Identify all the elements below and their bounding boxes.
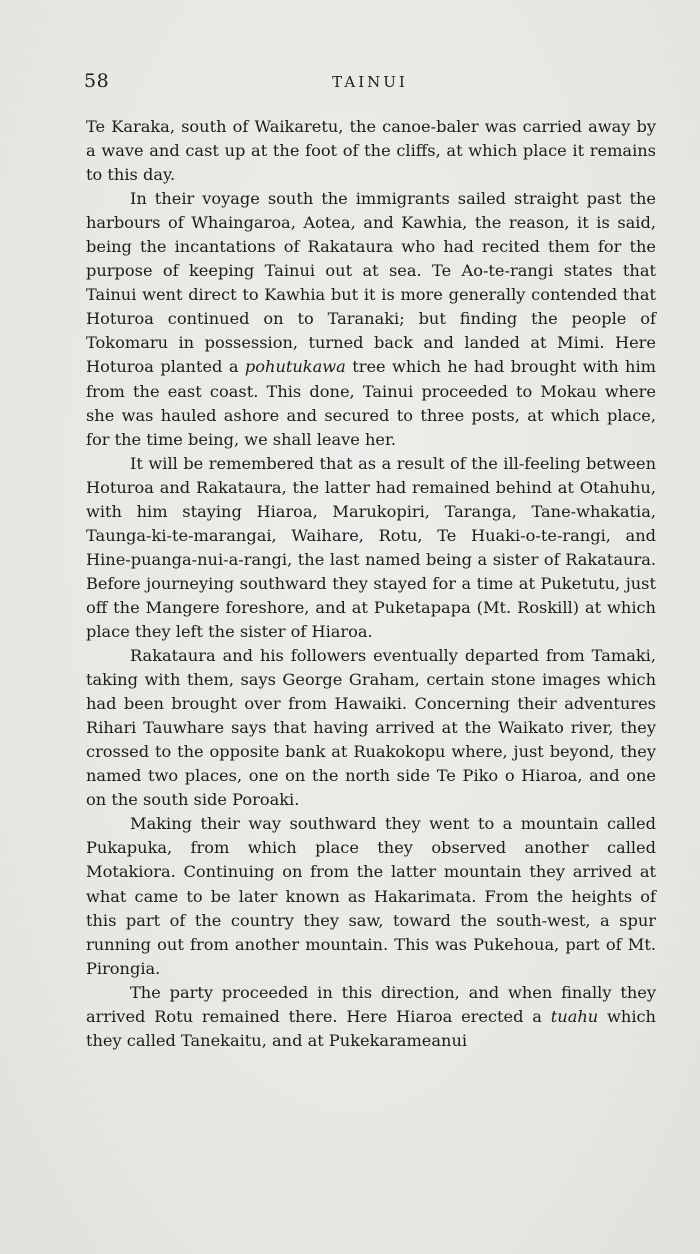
paragraph-5: Making their way southward they went to a mountain called Pukapuka, from which place they observed another called Motakiora. Continuing on from the latter mountain they arrived at what came to be later known as Hakarimata. From the heights of this part of the country they saw, toward the south-west, a spur running out from another mountain. This was Pukehoua, part of Mt. Pirongia. <box>86 814 656 978</box>
paragraph-2 <box>86 187 656 452</box>
paragraph-2-italic-term: pohutukawa <box>244 357 346 377</box>
paragraph-2-text-before: In their voyage south the immigrants sailed straight past the harbours of Whaingaroa, Aotea, and Kawhia, the reason, it is said, being the incantations of Rakataura who had recited them for the purpose of keeping Tainui out at sea. Te Ao-te-rangi states that Tainui went direct to Kawhia but it is more generally contended that Hoturoa continued on to Taranaki; but finding the people of Tokomaru in possession, turned back and landed at Mimi. Here Hoturoa planted a <box>86 189 656 377</box>
paragraph-6-text-after: which they called Tanekaitu, and at Pukekarameanui <box>86 1006 656 1050</box>
paragraph-1: Te Karaka, south of Waikaretu, the canoe-baler was carried away by a wave and cast up at the foot of the cliffs, at which place it remains to this day. <box>86 117 656 185</box>
paragraph-6-italic-term: tuahu <box>550 1006 599 1026</box>
page-number: 58 <box>84 70 110 92</box>
paragraph-6-text-before: The party proceeded in this direction, and when finally they arrived Rotu remained there. Here Hiaroa erected a <box>86 982 656 1026</box>
paragraph-3: It will be remembered that as a result of the ill-feeling between Hoturoa and Rakataura, the latter had remained behind at Otahuhu, with him staying Hiaroa, Marukopiri, Taranga, Tane-whakatia, Taunga-ki-te-marangai, Waihare, Rotu, Te Huaki-o-te-rangi, and Hine-puanga-nui-a-rangi, the last named being a sister of Rakataura. Before journeying southward they stayed for a time at Puketutu, just off the Mangere foreshore, and at Puketapapa (Mt. Roskill) at which place they left the sister of Hiaroa. <box>86 453 656 641</box>
running-title: TAINUI <box>332 73 408 91</box>
running-head <box>84 70 656 94</box>
paragraph-2-text-after: tree which he had brought with him from the east coast. This done, Tainui proceeded to Mokau where she was hauled ashore and secured to three posts, at which place, for the time being, we shall leave her. <box>86 357 657 449</box>
paragraph-6 <box>86 981 656 1053</box>
paragraph-4: Rakataura and his followers eventually departed from Tamaki, taking with them, says George Graham, certain stone images which had been brought over from Hawaiki. Concerning their adventures Rihari Tauwhare says that having arrived at the Waikato river, they crossed to the opposite bank at Ruakokopu where, just beyond, they named two places, one on the north side Te Piko o Hiaroa, and one on the south side Poroaki. <box>86 646 656 810</box>
body-text <box>86 115 656 1053</box>
